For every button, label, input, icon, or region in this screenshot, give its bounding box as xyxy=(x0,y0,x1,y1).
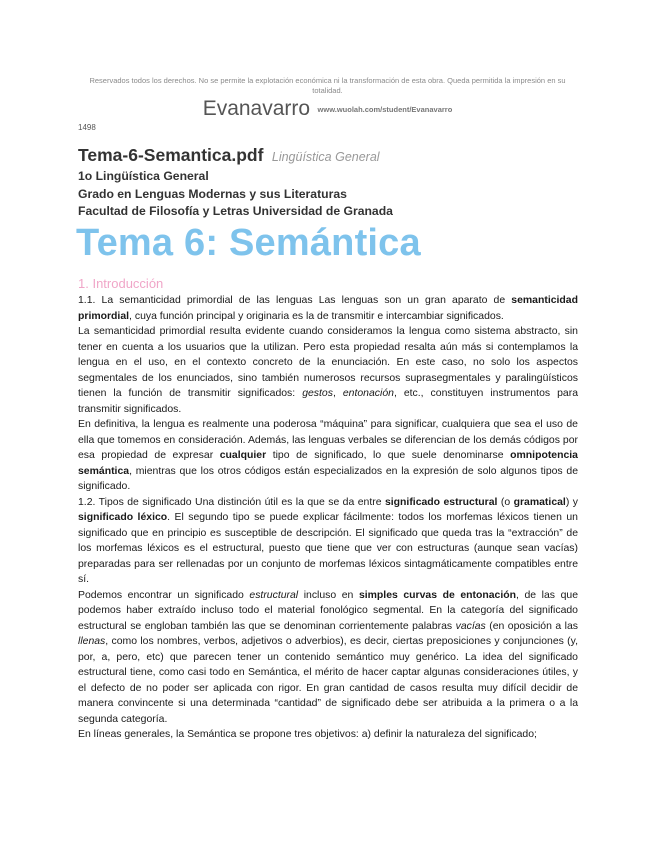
paragraph: Podemos encontrar un significado estructural incluso en simples curvas de entonación, de las que podemos haber extraído incluso todo el material fonológico segmental. En la categoría del significado estructural se engloban también las que se denominan corrientemente palabras vacías (en oposición a las llenas, como los nombres, verbos, adjetivos o adverbios), es decir, ciertas preposiciones y conjunciones (y, por, a, pero, etc) que parecen tener un contenido semántico muy genérico. La idea del significado estructural tiene, como casi todo en Semántica, el mérito de hacer captar algunas consideraciones útiles, y el defecto de no poder ser aplicada con rigor. En gran cantidad de casos resulta muy difícil decidir de manera convincente si una determinada “cantidad” de significado debe ser atribuida a la primera o a la segunda categoría. xyxy=(78,589,579,725)
author-url-link[interactable]: www.wuolah.com/student/Evanavarro xyxy=(317,105,453,114)
paragraph: La semanticidad primordial resulta evidente cuando consideramos la lengua como sistema abstracto, sin tener en cuenta a los usuarios que la utilizan. Pero esta propiedad resalta aún más si contemplamos la lengua en el uso, en el contexto concreto de la enunciación. En este caso, no solo los aspectos segmentales de los enunciados, sino también numerosos recursos suprasegmentales y paralingüísticos tienen la función de transmitir significados: gestos, entonación, etc., constituyen instrumentos para transmitir significados. xyxy=(78,326,578,415)
file-title xyxy=(78,145,380,166)
paragraph: 1.1. La semanticidad primordial de las lenguas Las lenguas son un gran aparato de semanticidad primordial, cuya función principal y originaria es la de transmitir e intercambiar significados. xyxy=(78,295,578,322)
faculty-name: Facultad de Filosofía y Letras Universidad de Granada xyxy=(78,204,393,218)
page-title: Tema 6: Semántica xyxy=(76,222,421,264)
section-heading: 1. Introducción xyxy=(78,276,164,291)
brand-header xyxy=(0,97,655,121)
paragraph: 1.2. Tipos de significado Una distinción útil es la que se da entre significado estructural (o gramatical) y significado léxico. El segundo tipo se puede explicar fácilmente: todos los morfemas léxicos tienen un significado que en principio es susceptible de descripción. El significado que queda tras la “extracción” de los morfemas léxicos es el estructural, puesto que tiene que ver con estructuras (aunque sean vacías) preparadas para ser rellenadas por un conjunto de morfemas léxicos sintagmáticamente compatibles entre sí. xyxy=(78,496,578,585)
document-id: 1498 xyxy=(78,123,96,132)
course-name: 1o Lingüística General xyxy=(78,169,209,183)
file-name: Tema-6-Semantica.pdf xyxy=(78,145,264,165)
copyright-notice: Reservados todos los derechos. No se permite la explotación económica ni la transformación de esta obra. Queda permitida la impresión en su totalidad. xyxy=(89,76,566,95)
author-name: Evanavarro xyxy=(202,97,311,120)
body-text xyxy=(78,293,578,743)
degree-name: Grado en Lenguas Modernas y sus Literaturas xyxy=(78,186,347,201)
paragraph: En definitiva, la lengua es realmente una poderosa “máquina” para significar, cualquiera que sea el uso de ella que tomemos en consideración. Además, las lenguas verbales se diferencian de los demás códigos por esa propiedad de expresar cualquier tipo de significado, lo que suele denominarse omnipotencia semántica, mientras que los otros códigos están especializados en la expresión de solo algunos tipos de significado. xyxy=(78,419,578,492)
subject-label: Lingüística General xyxy=(271,150,380,164)
paragraph: En líneas generales, la Semántica se propone tres objetivos: a) definir la naturaleza del significado; xyxy=(78,729,537,740)
course-meta xyxy=(78,168,393,221)
